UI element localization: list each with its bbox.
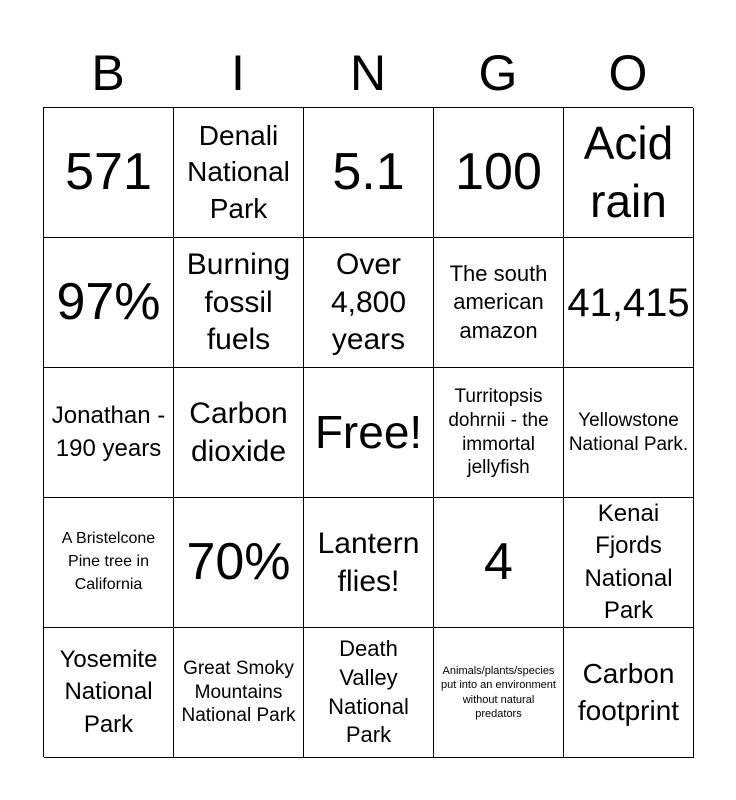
cell-text: 70% xyxy=(186,532,291,591)
bingo-cell[interactable] xyxy=(44,238,174,368)
bingo-cell[interactable] xyxy=(44,628,174,758)
bingo-cell[interactable] xyxy=(44,498,174,628)
cell-text: A Bristelcone Pine tree in California xyxy=(61,530,156,593)
cell-text: 5.1 xyxy=(332,142,405,201)
bingo-cell[interactable] xyxy=(304,238,434,368)
cell-text: Kenai Fjords National Park xyxy=(584,499,673,624)
bingo-cell[interactable] xyxy=(174,108,304,238)
bingo-cell[interactable] xyxy=(174,498,304,628)
cell-text: Denali National Park xyxy=(187,119,290,224)
header-letter-g: G xyxy=(478,45,518,101)
cell-text: Animals/plants/species put into an environment without natural predators xyxy=(441,664,556,720)
bingo-cell[interactable] xyxy=(434,108,564,238)
bingo-cell[interactable] xyxy=(434,368,564,498)
bingo-cell[interactable] xyxy=(304,108,434,238)
header-letter-b: B xyxy=(91,45,125,101)
bingo-cell[interactable] xyxy=(434,498,564,628)
cell-text: Jonathan - 190 years xyxy=(51,402,166,462)
header-letter-i: I xyxy=(231,45,245,101)
cell-text: Acid rain xyxy=(583,117,674,227)
cell-text: Yosemite National Park xyxy=(59,645,158,738)
cell-text: 571 xyxy=(65,142,152,201)
bingo-cell[interactable] xyxy=(44,368,174,498)
bingo-cell[interactable] xyxy=(564,628,694,758)
bingo-cell free-space[interactable] xyxy=(304,368,434,498)
bingo-cell[interactable] xyxy=(174,238,304,368)
bingo-cell[interactable] xyxy=(304,498,434,628)
header-letter-o: O xyxy=(608,45,648,101)
bingo-cell[interactable] xyxy=(434,628,564,758)
cell-text: Carbon footprint xyxy=(577,658,680,726)
bingo-cell[interactable] xyxy=(174,368,304,498)
header-letter-n: N xyxy=(349,45,387,101)
cell-text: 100 xyxy=(455,142,542,201)
bingo-cell[interactable] xyxy=(564,498,694,628)
cell-text: Over 4,800 years xyxy=(330,248,407,357)
cell-text: The south american amazon xyxy=(449,260,548,343)
cell-text: 41,415 xyxy=(567,280,690,325)
bingo-cell[interactable] xyxy=(174,628,304,758)
cell-text: Yellowstone National Park. xyxy=(568,409,689,455)
cell-text: Carbon dioxide xyxy=(189,397,288,468)
bingo-cell[interactable] xyxy=(564,108,694,238)
cell-text: Death Valley National Park xyxy=(328,636,409,748)
cell-text: Burning fossil fuels xyxy=(186,248,291,357)
bingo-cell[interactable] xyxy=(304,628,434,758)
bingo-cell[interactable] xyxy=(564,368,694,498)
bingo-card-grid xyxy=(43,107,693,757)
bingo-header xyxy=(43,40,693,106)
bingo-cell[interactable] xyxy=(44,108,174,238)
bingo-cell[interactable] xyxy=(434,238,564,368)
cell-text: 4 xyxy=(484,532,513,591)
cell-text: 97% xyxy=(56,272,161,331)
cell-text: Free! xyxy=(314,405,423,458)
cell-text: Lantern flies! xyxy=(317,527,420,598)
cell-text: Turritopsis dohrnii - the immortal jellyfish xyxy=(448,386,549,479)
cell-text: Great Smoky Mountains National Park xyxy=(181,657,296,727)
bingo-cell[interactable] xyxy=(564,238,694,368)
